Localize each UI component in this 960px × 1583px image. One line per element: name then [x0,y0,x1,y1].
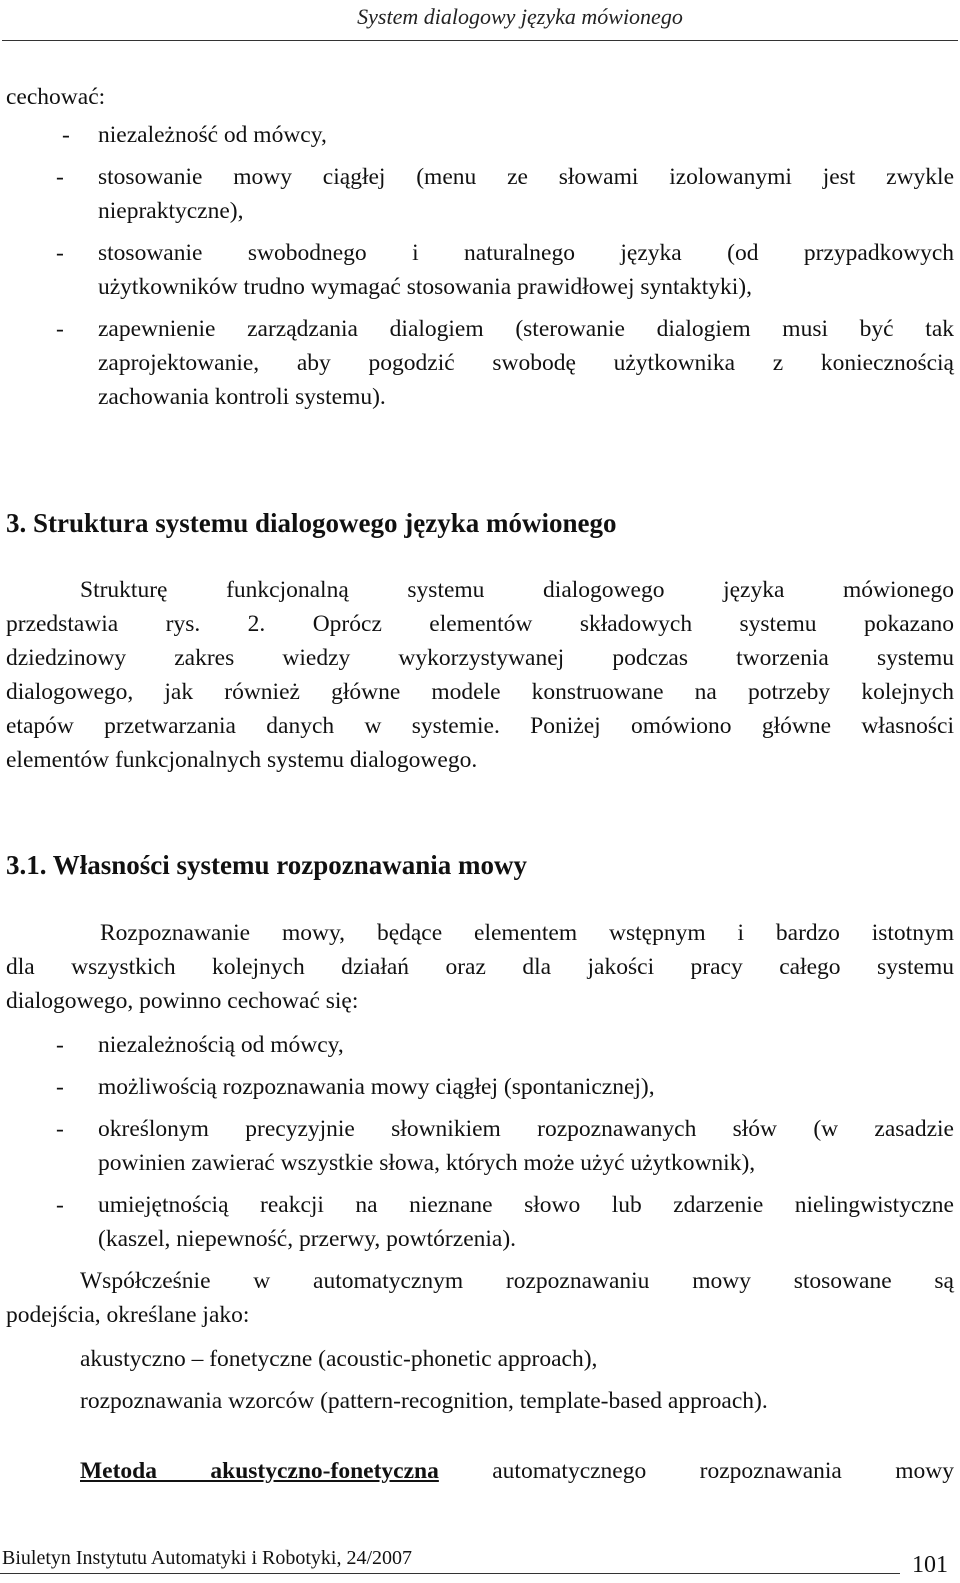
paragraph-line: elementów funkcjonalnych systemu dialogowego. [6,747,478,773]
list-item: możliwością rozpoznawania mowy ciągłej (spontanicznej), [98,1074,655,1100]
list-dash: - [56,1192,64,1218]
list-item-cont: zachowania kontroli systemu). [98,384,386,410]
list-item-cont: powinien zawierać wszystkie słowa, których może użyć użytkownik), [98,1150,756,1176]
paragraph-line: etapów przetwarzania danych w systemie. Poniżej omówiono główne własności [6,713,954,739]
approach-item: akustyczno – fonetyczne (acoustic-phonetic approach), [80,1346,598,1372]
paragraph-line: dla wszystkich kolejnych działań oraz dla jakości pracy całego systemu [6,954,954,980]
list-dash: - [56,1116,64,1142]
list-item: określonym precyzyjnie słownikiem rozpoznawanych słów (w zasadzie [98,1116,954,1142]
header-rule [2,40,958,41]
list-item: stosowanie swobodnego i naturalnego języka (od przypadkowych [98,240,954,266]
paragraph-line: Strukturę funkcjonalną systemu dialogowego języka mówionego [80,577,954,603]
paragraph-line: dialogowego, jak również główne modele konstruowane na potrzeby kolejnych [6,679,954,705]
journal-footer: Biuletyn Instytutu Automatyki i Robotyki, 24/2007 [2,1547,413,1569]
method-rest: automatycznego rozpoznawania mowy [492,1458,954,1484]
list-dash: - [56,240,64,266]
list-item-cont: użytkowników trudno wymagać stosowania prawidłowej syntaktyki), [98,274,752,300]
running-header: System dialogowy języka mówionego [357,4,683,29]
footer-rule [0,1573,900,1574]
list-item: umiejętnością reakcji na nieznane słowo lub zdarzenie nielingwistyczne [98,1192,954,1218]
paragraph-line: podejścia, określane jako: [6,1302,250,1328]
section-heading: 3. Struktura systemu dialogowego języka mówionego [6,508,617,538]
paragraph-line: Współcześnie w automatycznym rozpoznawaniu mowy stosowane są [80,1268,954,1294]
method-title: Metoda akustyczno-fonetyczna [80,1458,439,1484]
method-line [80,1456,954,1486]
list-item: niezależnością od mówcy, [98,1032,344,1058]
list-item-cont: zaprojektowanie, aby pogodzić swobodę użytkownika z koniecznością [98,350,954,376]
document-page: System dialogowy języka mówionego cechować: - niezależność od mówcy, stosowanie mowy ciągłej (menu ze słowami izolowanymi jest zwykle - niepraktyczne), stosowanie swobodnego i naturalnego języka (od przypadkowych - użytkowników trudno wymagać stosowania prawidłowej syntaktyki), zapewnienie zarządzania dialogiem (sterowanie dialogiem musi być tak - zaprojektowanie, aby pogodzić swobodę użytkownika z koniecznością zachowania kontroli systemu). 3. Struktura systemu dialogowego języka mówionego Strukturę funkcjonalną systemu dialogowego języka mówionego przedstawia rys. 2. Oprócz elementów składowych systemu pokazano dziedzinowy zakres wiedzy wykorzystywanej podczas tworzenia systemu dialogowego, jak również główne modele konstruowane na potrzeby kolejnych etapów przetwarzania danych w systemie. Poniżej omówiono główne własności elementów funkcjonalnych systemu dialogowego. 3.1. Własności systemu rozpoznawania mowy Rozpoznawanie mowy, będące elementem wstępnym i bardzo istotnym dla wszystkich kolejnych działań oraz dla jakości pracy całego systemu dialogowego, powinno cechować się: niezależnością od mówcy, - możliwością rozpoznawania mowy ciągłej (spontanicznej), - określonym precyzyjnie słownikiem rozpoznawanych słów (w zasadzie - powinien zawierać wszystkie słowa, których może użyć użytkownik), umiejętnością reakcji na nieznane słowo lub zdarzenie nielingwistyczne - (kaszel, niepewność, przerwy, powtórzenia). Współcześnie w automatycznym rozpoznawaniu mowy stosowane są podejścia, określane jako: akustyczno – fonetyczne (acoustic-phonetic approach), rozpoznawania wzorców (pattern-recognition, template-based approach). Metoda akustyczno-fonetyczna automatycznego rozpoznawania mowy Biuletyn Instytutu Automatyki i Robotyki, 24/2007 101 [0,0,960,1583]
list-dash: - [56,316,64,342]
list-item-cont: niepraktyczne), [98,198,244,224]
list-item: stosowanie mowy ciągłej (menu ze słowami izolowanymi jest zwykle [98,164,954,190]
paragraph-line: dziedzinowy zakres wiedzy wykorzystywanej podczas tworzenia systemu [6,645,954,671]
approach-item: rozpoznawania wzorców (pattern-recognition, template-based approach). [80,1388,768,1414]
list-item-cont: (kaszel, niepewność, przerwy, powtórzenia). [98,1226,517,1252]
list-dash: - [56,1074,64,1100]
intro-lead: cechować: [6,84,106,110]
subsection-heading: 3.1. Własności systemu rozpoznawania mowy [6,850,528,880]
list-dash: - [62,122,70,148]
paragraph-line: przedstawia rys. 2. Oprócz elementów składowych systemu pokazano [6,611,954,637]
paragraph-line: Rozpoznawanie mowy, będące elementem wstępnym i bardzo istotnym [100,920,954,946]
page-number: 101 [912,1552,948,1578]
paragraph-line: dialogowego, powinno cechować się: [6,988,359,1014]
list-item: zapewnienie zarządzania dialogiem (sterowanie dialogiem musi być tak [98,316,954,342]
list-dash: - [56,1032,64,1058]
list-dash: - [56,164,64,190]
